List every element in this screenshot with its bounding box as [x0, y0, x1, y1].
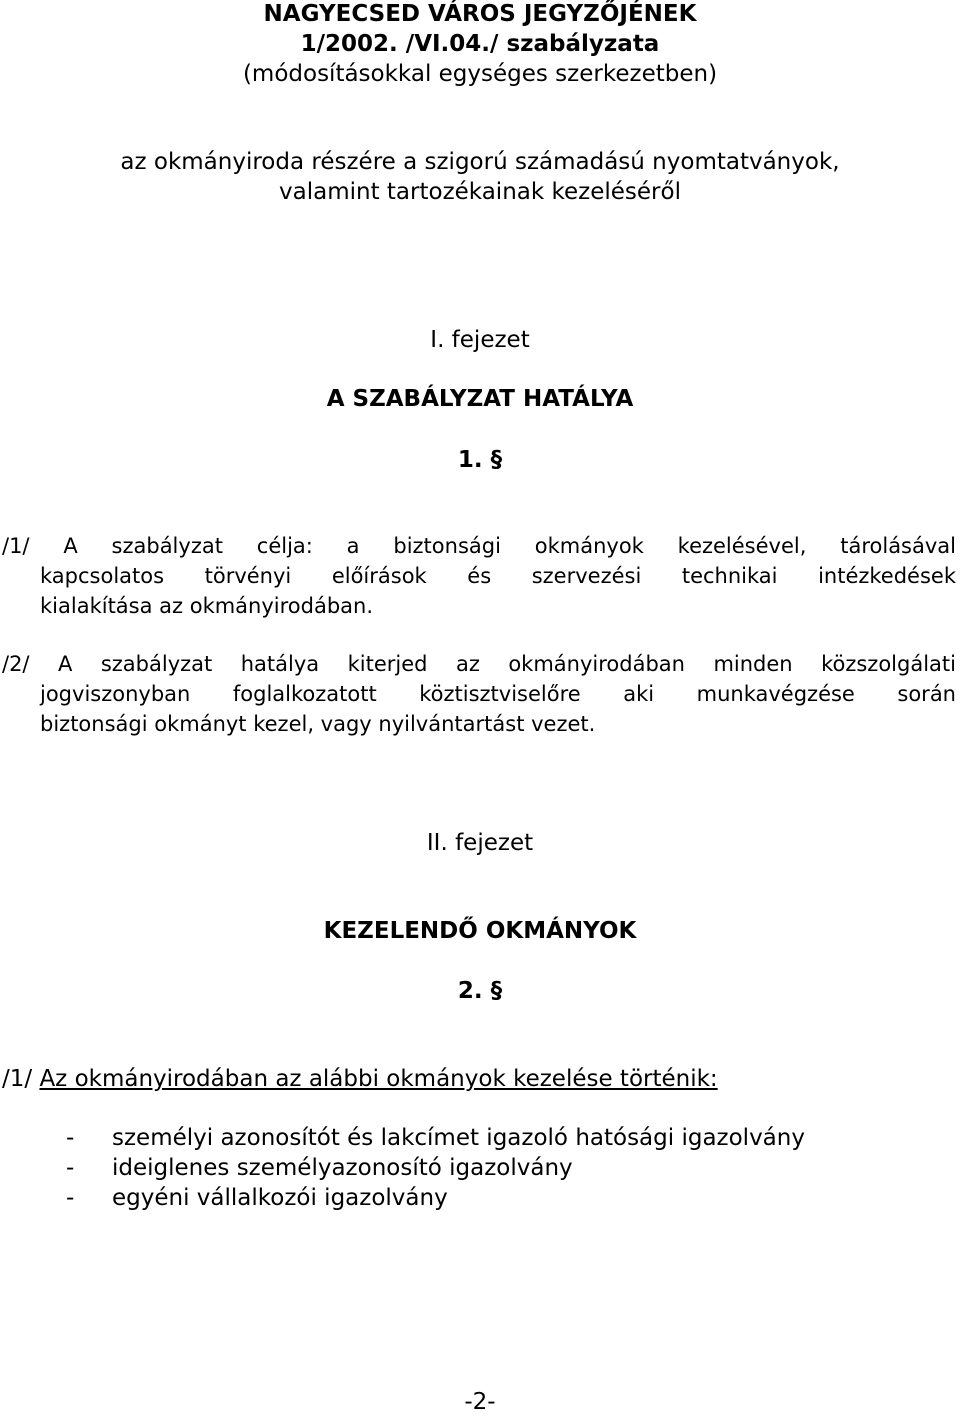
chapter1-para1-row3: kialakítása az okmányirodában. [40, 594, 374, 618]
list-item-text: személyi azonosítót és lakcímet igazoló hatósági igazolvány [112, 1125, 805, 1151]
chapter2-para1-text: Az okmányirodában az alábbi okmányok kezelése történik: [39, 1066, 718, 1092]
chapter1-number: I. fejezet [430, 327, 530, 353]
chapter2-section: 2. § [457, 978, 503, 1004]
chapter1-section: 1. § [457, 447, 503, 473]
document-subtitle: (módosításokkal egységes szerkezetben) [242, 61, 718, 87]
chapter2-title: KEZELENDŐ OKMÁNYOK [323, 918, 637, 944]
chapter1-para2-row3: biztonsági okmányt kezel, vagy nyilvántartást vezet. [40, 712, 596, 736]
document-title-line2: 1/2002. /VI.04./ szabályzata [300, 31, 660, 57]
chapter1-para1-row1: /1/ A szabályzat célja: a biztonsági okmányok kezelésével, tárolásával [2, 534, 956, 558]
chapter1-para2-row1: /2/ A szabályzat hatálya kiterjed az okmányirodában minden közszolgálati [2, 652, 956, 676]
list-item [66, 1153, 573, 1183]
page-number: -2- [464, 1389, 496, 1415]
chapter1-title: A SZABÁLYZAT HATÁLYA [326, 386, 634, 412]
list-item [66, 1123, 805, 1153]
chapter1-para1-row2: kapcsolatos törvényi előírások és szervezési technikai intézkedések [40, 564, 956, 588]
list-item-text: ideiglenes személyazonosító igazolvány [112, 1155, 573, 1181]
list-dash: - [66, 1125, 75, 1151]
subject-line2: valamint tartozékainak kezeléséről [279, 179, 681, 205]
list-dash: - [66, 1155, 75, 1181]
chapter2-para1-prefix: /1/ [2, 1066, 40, 1092]
chapter2-number: II. fejezet [426, 830, 534, 856]
document-title-line1: NAGYECSED VÁROS JEGYZŐJÉNEK [263, 1, 697, 27]
list-dash: - [66, 1185, 75, 1211]
chapter2-para1 [2, 1064, 956, 1094]
list-item-text: egyéni vállalkozói igazolvány [112, 1185, 448, 1211]
list-item [66, 1183, 448, 1213]
subject-line1: az okmányiroda részére a szigorú számadású nyomtatványok, [120, 149, 840, 175]
chapter1-para2-row2: jogviszonyban foglalkozatott köztisztviselőre aki munkavégzése során [40, 682, 956, 706]
